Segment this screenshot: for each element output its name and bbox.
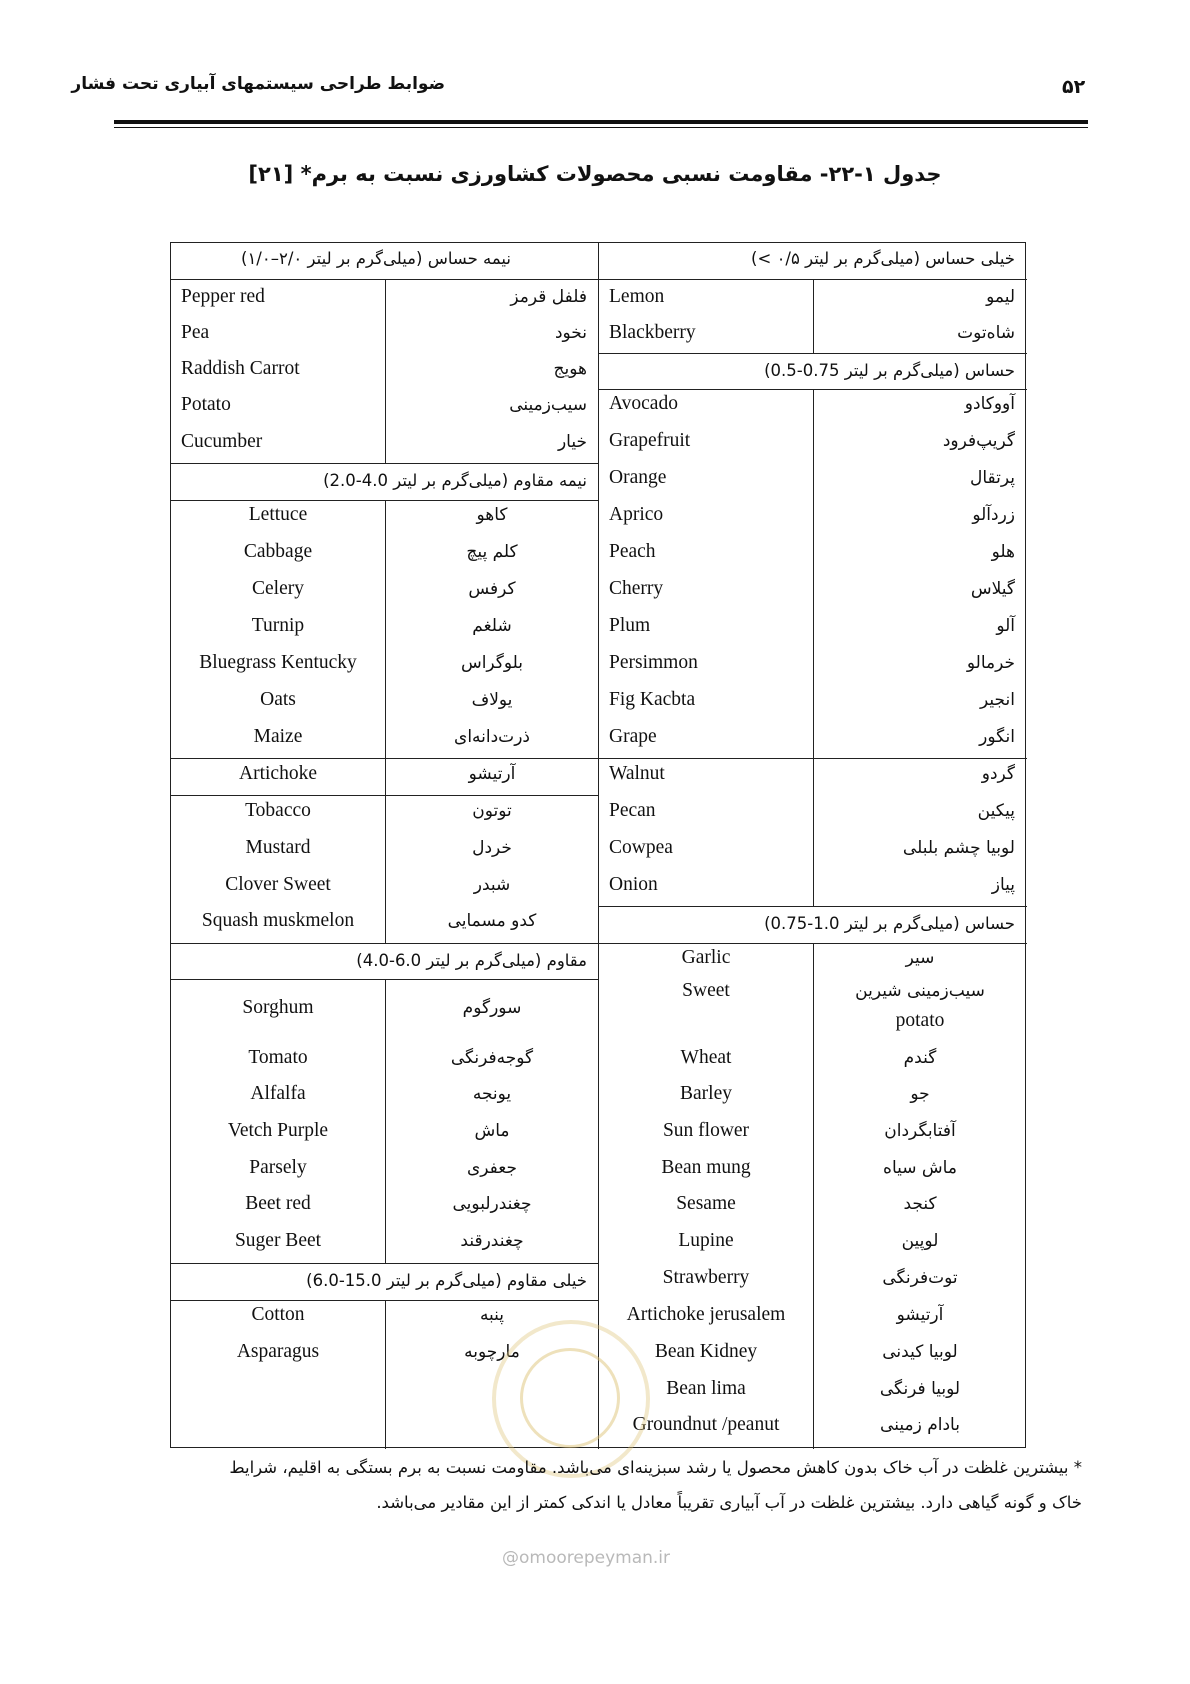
crop-name-en: Cabbage <box>243 541 313 562</box>
crop-name-fa: زردآلو <box>972 505 1015 525</box>
cell-divider <box>813 943 814 1449</box>
crop-name-fa: کلم پیچ <box>466 542 518 562</box>
crop-name-en: Alfalfa <box>250 1083 306 1104</box>
crop-name-fa: لیمو <box>986 287 1015 307</box>
crop-name-en: Vetch Purple <box>227 1120 329 1141</box>
crop-name-en: Sun flower <box>662 1120 750 1141</box>
crop-name-fa: یونجه <box>472 1084 512 1104</box>
row-rule <box>171 463 599 464</box>
crop-name-fa: انگور <box>979 727 1015 747</box>
crop-name-en: Orange <box>609 467 667 488</box>
crop-name-fa: پیاز <box>991 875 1015 895</box>
crop-name-en: Peach <box>609 541 656 562</box>
left-group-header: نیمه مقاوم (میلی‌گرم بر لیتر 4.0-2.0) <box>323 471 587 490</box>
row-rule <box>599 758 1027 759</box>
crop-name-en: Plum <box>609 615 651 636</box>
cell-divider <box>385 1300 386 1449</box>
crop-name-fa: پیکین <box>977 801 1015 821</box>
crop-name-fa: سورگوم <box>462 998 522 1018</box>
crop-name-en: Tomato <box>248 1047 308 1068</box>
crop-name-fa: مارچوبه <box>464 1342 520 1362</box>
crop-name-en: Aprico <box>609 504 664 525</box>
crop-name-fa: آفتابگردان <box>884 1121 956 1141</box>
running-header-title: ضوابط طراحی سیستمهای آبیاری تحت فشار <box>71 74 445 94</box>
crop-name-en: Oats <box>260 689 296 710</box>
crop-name-en: Cotton <box>251 1304 305 1325</box>
crop-name-fa: توت‌فرنگی <box>882 1268 958 1288</box>
crop-name-en: Pea <box>181 322 210 343</box>
crop-name-en: Grapefruit <box>609 430 691 451</box>
crop-name-fa: خیار <box>557 432 587 452</box>
crop-name-fa: چغندرلبویی <box>452 1194 532 1214</box>
crop-name-en: Garlic <box>681 947 731 968</box>
row-rule <box>171 943 599 944</box>
crop-name-fa: جو <box>910 1084 930 1104</box>
crop-name-fa: کرفس <box>468 579 516 599</box>
row-rule <box>171 795 599 796</box>
crop-name-fa: چغندرقند <box>460 1231 524 1251</box>
crop-name-fa: ماش <box>474 1121 510 1141</box>
row-rule <box>599 353 1027 354</box>
crop-name-en: Cherry <box>609 578 664 599</box>
left-group-header: خیلی مقاوم (میلی‌گرم بر لیتر 15.0-6.0) <box>306 1271 587 1290</box>
crop-name-fa: کاهو <box>476 505 508 525</box>
crop-name-en: Mustard <box>245 837 311 858</box>
crop-name-fa: هویج <box>553 359 587 379</box>
crop-name-en-cont: potato <box>895 1010 945 1031</box>
crop-name-en: Wheat <box>680 1047 732 1068</box>
header-rule-thin <box>114 127 1088 128</box>
crop-name-en: Fig Kacbta <box>609 689 696 710</box>
cell-divider <box>385 500 386 943</box>
crop-name-fa: سیب‌زمینی شیرین <box>855 981 985 1001</box>
crop-name-fa: کدو مسمایی <box>447 911 537 931</box>
row-rule <box>171 758 599 759</box>
crop-name-en: Bean lima <box>666 1378 746 1399</box>
crop-name-en: Blackberry <box>609 322 696 343</box>
crop-name-en: Lemon <box>609 286 665 307</box>
watermark-text: @omoorepeyman.ir <box>502 1548 671 1568</box>
crop-name-en: Lupine <box>678 1230 734 1251</box>
row-rule <box>599 906 1027 907</box>
right-group-header: خیلی حساس (میلی‌گرم بر لیتر ۰/۵ >) <box>751 249 1015 268</box>
left-group-header: نیمه حساس (میلی‌گرم بر لیتر ۲/۰–۱/۰) <box>241 249 511 268</box>
crop-name-fa: بلوگراس <box>460 653 524 673</box>
crop-name-fa: پرتقال <box>970 468 1015 488</box>
crop-name-en: Pepper red <box>181 286 265 307</box>
crop-name-en: Sesame <box>676 1193 736 1214</box>
crop-name-en: Bean mung <box>661 1157 751 1178</box>
crop-name-fa: توتون <box>472 801 512 821</box>
crop-name-en: Celery <box>252 578 304 599</box>
crop-name-en: Onion <box>609 874 658 895</box>
crop-name-fa: آرتیشو <box>468 764 516 784</box>
crop-name-en: Raddish Carrot <box>181 358 300 379</box>
crop-name-fa: آرتیشو <box>896 1305 944 1325</box>
crop-name-fa: ماش سیاه <box>883 1158 957 1178</box>
crop-name-fa: ذرت‌دانه‌ای <box>454 727 530 747</box>
crop-name-en: Pecan <box>609 800 656 821</box>
crop-name-fa: لوبیا فرنگی <box>879 1379 961 1399</box>
crop-name-fa: فلفل قرمز <box>510 287 587 307</box>
header-rule-thick <box>114 120 1088 124</box>
row-rule <box>171 1263 599 1264</box>
crop-name-en: Walnut <box>609 763 665 784</box>
table-caption: جدول ۱-۲۲- مقاومت نسبی محصولات کشاورزی نسبت به برم* [۲۱] <box>248 162 942 186</box>
crop-name-en: Parsely <box>249 1157 307 1178</box>
crop-name-fa: لوبیا کیدنی <box>882 1342 958 1362</box>
crop-name-fa: یولاف <box>471 690 513 710</box>
crop-name-fa: گیلاس <box>970 579 1015 599</box>
left-group-header: مقاوم (میلی‌گرم بر لیتر 6.0-4.0) <box>356 951 587 970</box>
right-group-header: حساس (میلی‌گرم بر لیتر 1.0-0.75) <box>764 914 1015 933</box>
crop-name-en: Bluegrass Kentucky <box>199 652 357 673</box>
crop-name-fa: سیب‌زمینی <box>509 395 587 415</box>
cell-divider <box>813 279 814 353</box>
crop-name-fa: آلو <box>996 616 1015 636</box>
crop-name-en: Avocado <box>609 393 678 414</box>
crop-name-fa: لوپین <box>901 1231 939 1251</box>
crop-name-en: Barley <box>680 1083 732 1104</box>
crop-name-fa: گوجه‌فرنگی <box>450 1048 534 1068</box>
crop-name-fa: گردو <box>981 764 1015 784</box>
crop-name-en: Clover Sweet <box>225 874 331 895</box>
crop-name-en: Strawberry <box>662 1267 750 1288</box>
crop-name-en: Artichoke <box>239 763 317 784</box>
boron-tolerance-table <box>170 242 1026 1448</box>
crop-name-fa: لوبیا چشم بلبلی <box>902 838 1015 858</box>
crop-name-fa: بادام زمینی <box>880 1415 960 1435</box>
footnote-line-1: * بیشترین غلظت در آب خاک بدون کاهش محصول یا رشد سبزینه‌ای می‌باشد. مقاومت نسبت به برم بستگی به اقلیم، شرایط <box>229 1458 1082 1477</box>
crop-name-en: Sweet <box>682 980 730 1001</box>
crop-name-fa: خردل <box>472 838 512 858</box>
crop-name-en: Tobacco <box>245 800 311 821</box>
footnote-line-2: خاک و گونه گیاهی دارد. بیشترین غلظت در آب آبیاری تقریباً معادل یا اندکی کمتر از این مقادیر می‌باشد. <box>376 1493 1082 1512</box>
crop-name-en: Asparagus <box>236 1341 320 1362</box>
crop-name-en: Cowpea <box>609 837 673 858</box>
crop-name-fa: گندم <box>903 1048 937 1068</box>
crop-name-fa: سیر <box>905 948 935 968</box>
crop-name-en: Beet red <box>245 1193 311 1214</box>
crop-name-fa: خرمالو <box>966 653 1015 673</box>
crop-name-en: Persimmon <box>609 652 698 673</box>
crop-name-en: Artichoke jerusalem <box>626 1304 786 1325</box>
crop-name-fa: هلو <box>991 542 1015 562</box>
crop-name-en: Suger Beet <box>234 1230 322 1251</box>
cell-divider <box>385 979 386 1263</box>
right-group-header: حساس (میلی‌گرم بر لیتر 0.75-0.5) <box>764 361 1015 380</box>
crop-name-fa: گریپ‌فرود <box>942 431 1015 451</box>
crop-name-fa: کنجد <box>903 1194 937 1214</box>
crop-name-fa: جعفری <box>467 1158 517 1178</box>
crop-name-fa: شبدر <box>473 875 511 895</box>
crop-name-fa: شلغم <box>472 616 512 636</box>
crop-name-en: Squash muskmelon <box>201 910 355 931</box>
crop-name-en: Bean Kidney <box>654 1341 758 1362</box>
crop-name-fa: نخود <box>554 323 587 343</box>
crop-name-en: Lettuce <box>248 504 308 525</box>
crop-name-fa: آووکادو <box>964 394 1015 414</box>
crop-name-en: Cucumber <box>181 431 263 452</box>
crop-name-fa: انجیر <box>980 690 1015 710</box>
crop-name-fa: شاه‌توت <box>957 323 1015 343</box>
page-number: ۵۲ <box>1062 76 1086 98</box>
crop-name-en: Potato <box>181 394 231 415</box>
crop-name-en: Sorghum <box>242 997 314 1018</box>
crop-name-en: Maize <box>253 726 303 747</box>
watermark-seal-inner <box>520 1348 620 1448</box>
crop-name-en: Groundnut /peanut <box>632 1414 780 1435</box>
crop-name-en: Grape <box>609 726 657 747</box>
cell-divider <box>385 279 386 463</box>
crop-name-fa: پنبه <box>479 1305 505 1325</box>
cell-divider <box>813 389 814 906</box>
crop-name-en: Turnip <box>251 615 305 636</box>
